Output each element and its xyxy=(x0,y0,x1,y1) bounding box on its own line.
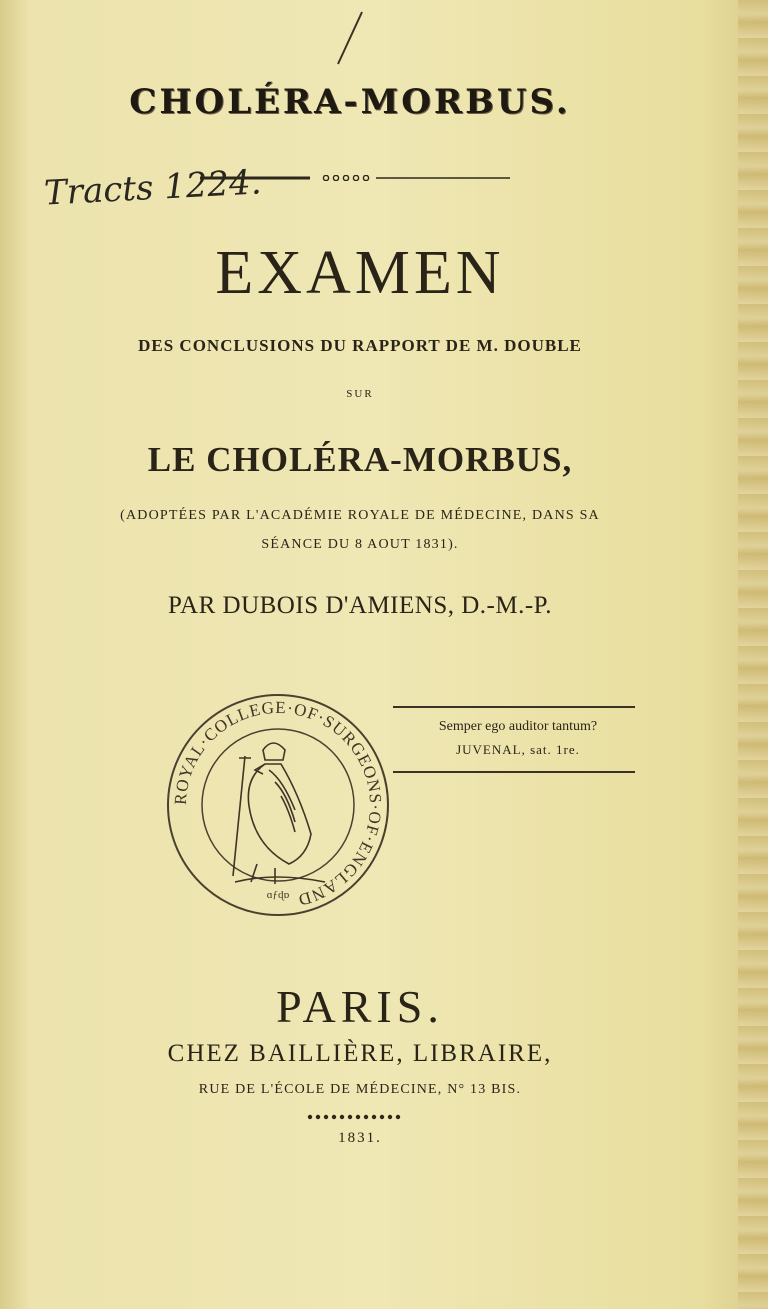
note-line-2: SÉANCE DU 8 AOUT 1831). xyxy=(261,537,459,552)
handwritten-annotation: Tracts 1224. xyxy=(43,162,263,214)
seal-mark: ɑƒɖɒ xyxy=(266,889,290,901)
ornament-rule xyxy=(200,175,510,181)
epigraph-source: JUVENAL, sat. 1re. xyxy=(456,742,580,757)
imprint-year: 1831. xyxy=(338,1130,382,1146)
epigraph-rule-top xyxy=(393,706,635,708)
epigraph-quote: Semper ego auditor tantum? xyxy=(438,719,598,734)
note-line-1: (ADOPTÉES PAR L'ACADÉMIE ROYALE DE MÉDECINE, DANS SA xyxy=(120,508,600,523)
epigraph-rule-bottom xyxy=(393,771,635,773)
connector-word: SUR xyxy=(346,388,374,400)
imprint-address: RUE DE L'ÉCOLE DE MÉDECINE, N° 13 BIS. xyxy=(198,1082,522,1097)
author-line: PAR DUBOIS D'AMIENS, D.-M.-P. xyxy=(167,592,553,619)
seal-inscription: ROYAL·COLLEGE·OF·SURGEONS·OF·ENGLAND xyxy=(170,697,386,910)
library-stamp xyxy=(165,692,391,918)
imprint-publisher: CHEZ BAILLIÈRE, LIBRAIRE, xyxy=(167,1040,553,1067)
subtitle: DES CONCLUSIONS DU RAPPORT DE M. DOUBLE xyxy=(138,336,582,355)
topic-title: LE CHOLÉRA-MORBUS, xyxy=(147,440,573,479)
ornament-rule-bottom xyxy=(305,1113,405,1121)
main-title: EXAMEN xyxy=(215,239,505,307)
imprint-city: PARIS. xyxy=(276,981,444,1032)
eagle-emblem-icon xyxy=(233,743,325,884)
running-title: CHOLÉRA-MORBUS. xyxy=(129,82,571,122)
page-edge xyxy=(738,0,768,1309)
pencil-mark xyxy=(330,8,370,68)
